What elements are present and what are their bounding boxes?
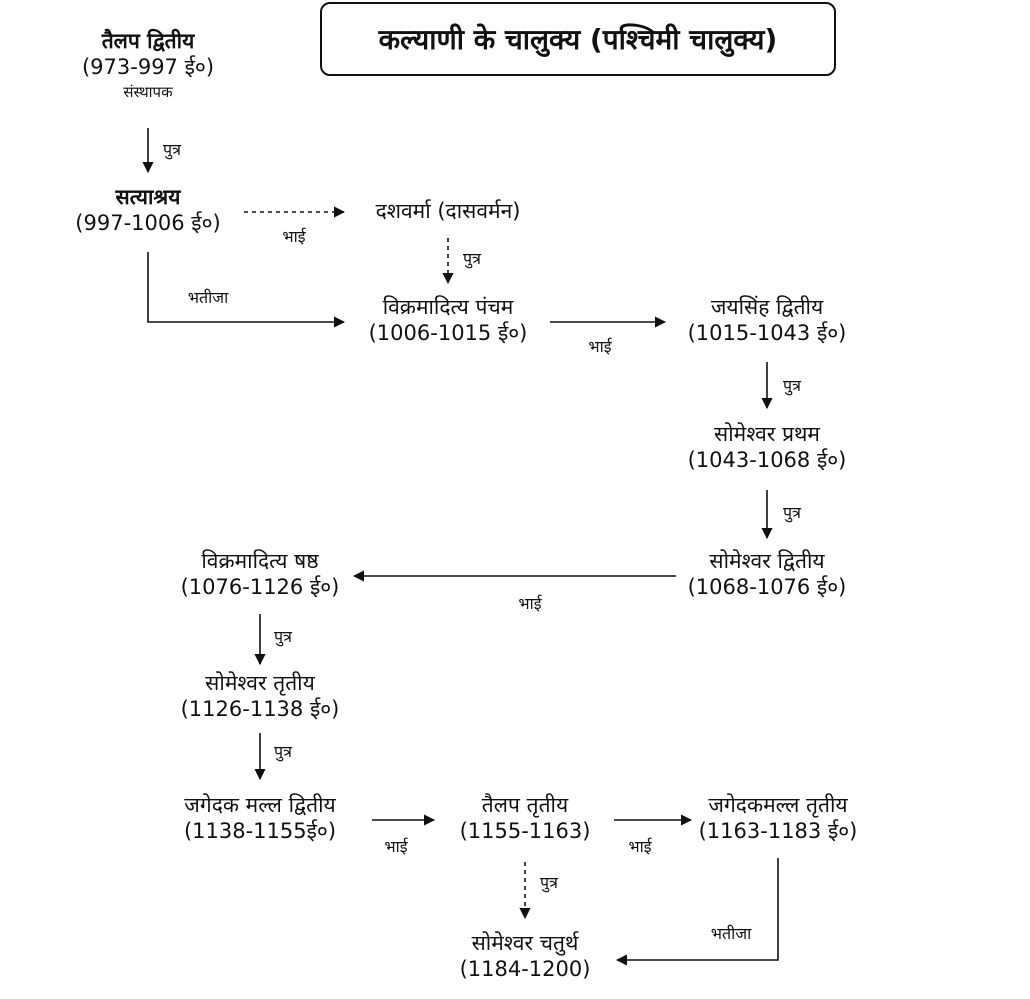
- diagram-title: कल्याणी के चालुक्य (पश्चिमी चालुक्य): [320, 2, 836, 76]
- edge-label-brother: भाई: [282, 227, 306, 246]
- node-name: जगेदकमल्ल तृतीय: [708, 793, 848, 817]
- node-name: जयसिंह द्वितीय: [710, 295, 824, 319]
- node-someshvara4: [460, 930, 591, 983]
- node-dashavarma: [376, 198, 521, 224]
- node-satyashraya: [75, 184, 220, 237]
- edge-label-brother: भाई: [628, 837, 652, 856]
- edge-label-son: पुत्र: [783, 503, 801, 522]
- node-years: (1155-1163): [459, 819, 591, 844]
- node-name: दशवर्मा (दासवर्मन): [375, 199, 521, 223]
- node-name: सोमेश्वर प्रथम: [714, 422, 820, 446]
- edge-label-brother: भाई: [518, 594, 542, 613]
- arrow-satyashraya-vikramaditya5: [148, 252, 344, 322]
- edge-label-son: पुत्र: [783, 376, 801, 395]
- node-years: (1043-1068 ई०): [687, 448, 847, 473]
- node-name: विक्रमादित्य षष्ठ: [201, 549, 319, 573]
- node-vikramaditya5: [369, 294, 528, 347]
- node-years: (1068-1076 ई०): [687, 575, 847, 600]
- node-name: तैलप तृतीय: [481, 793, 569, 817]
- node-tailapa3: [460, 792, 591, 845]
- node-someshvara3: [181, 670, 340, 723]
- node-name: सत्याश्रय: [115, 185, 181, 209]
- edge-label-brother: भाई: [384, 837, 408, 856]
- node-note: संस्थापक: [123, 82, 173, 101]
- node-vikramaditya6: [181, 548, 340, 601]
- node-tailapa2: [82, 28, 214, 101]
- node-years: (1076-1126 ई०): [180, 575, 340, 600]
- edge-label-son: पुत्र: [463, 249, 481, 268]
- node-years: (1006-1015 ई०): [368, 321, 528, 346]
- edge-label-son: पुत्र: [274, 627, 292, 646]
- node-years: (1015-1043 ई०): [687, 321, 847, 346]
- edge-label-brother: भाई: [588, 337, 612, 356]
- edge-label-nephew: भतीजा: [187, 288, 229, 307]
- node-name: सोमेश्वर द्वितीय: [709, 549, 825, 573]
- node-name: सोमेश्वर चतुर्थ: [471, 931, 579, 955]
- edge-label-son: पुत्र: [540, 873, 558, 892]
- node-years: (1138-1155ई०): [183, 819, 337, 844]
- edge-label-nephew: भतीजा: [710, 924, 752, 943]
- node-name: तैलप द्वितीय: [101, 29, 195, 53]
- node-years: (973-997 ई०): [81, 55, 215, 80]
- edge-label-son: पुत्र: [274, 742, 292, 761]
- node-name: जगेदक मल्ल द्वितीय: [184, 793, 336, 817]
- node-someshvara1: [688, 421, 847, 474]
- node-years: (997-1006 ई०): [75, 211, 221, 236]
- node-years: (1163-1183 ई०): [698, 819, 858, 844]
- node-name: सोमेश्वर तृतीय: [205, 671, 315, 695]
- node-jayasimha2: [688, 294, 847, 347]
- node-years: (1184-1200): [459, 957, 591, 982]
- arrow-jagadekamalla3-someshvara4: [617, 858, 778, 960]
- node-years: (1126-1138 ई०): [180, 697, 340, 722]
- node-jagadekamalla2: [184, 792, 336, 845]
- node-jagadekamalla3: [699, 792, 858, 845]
- edge-label-son: पुत्र: [163, 140, 181, 159]
- node-name: विक्रमादित्य पंचम: [382, 295, 514, 319]
- node-someshvara2: [688, 548, 847, 601]
